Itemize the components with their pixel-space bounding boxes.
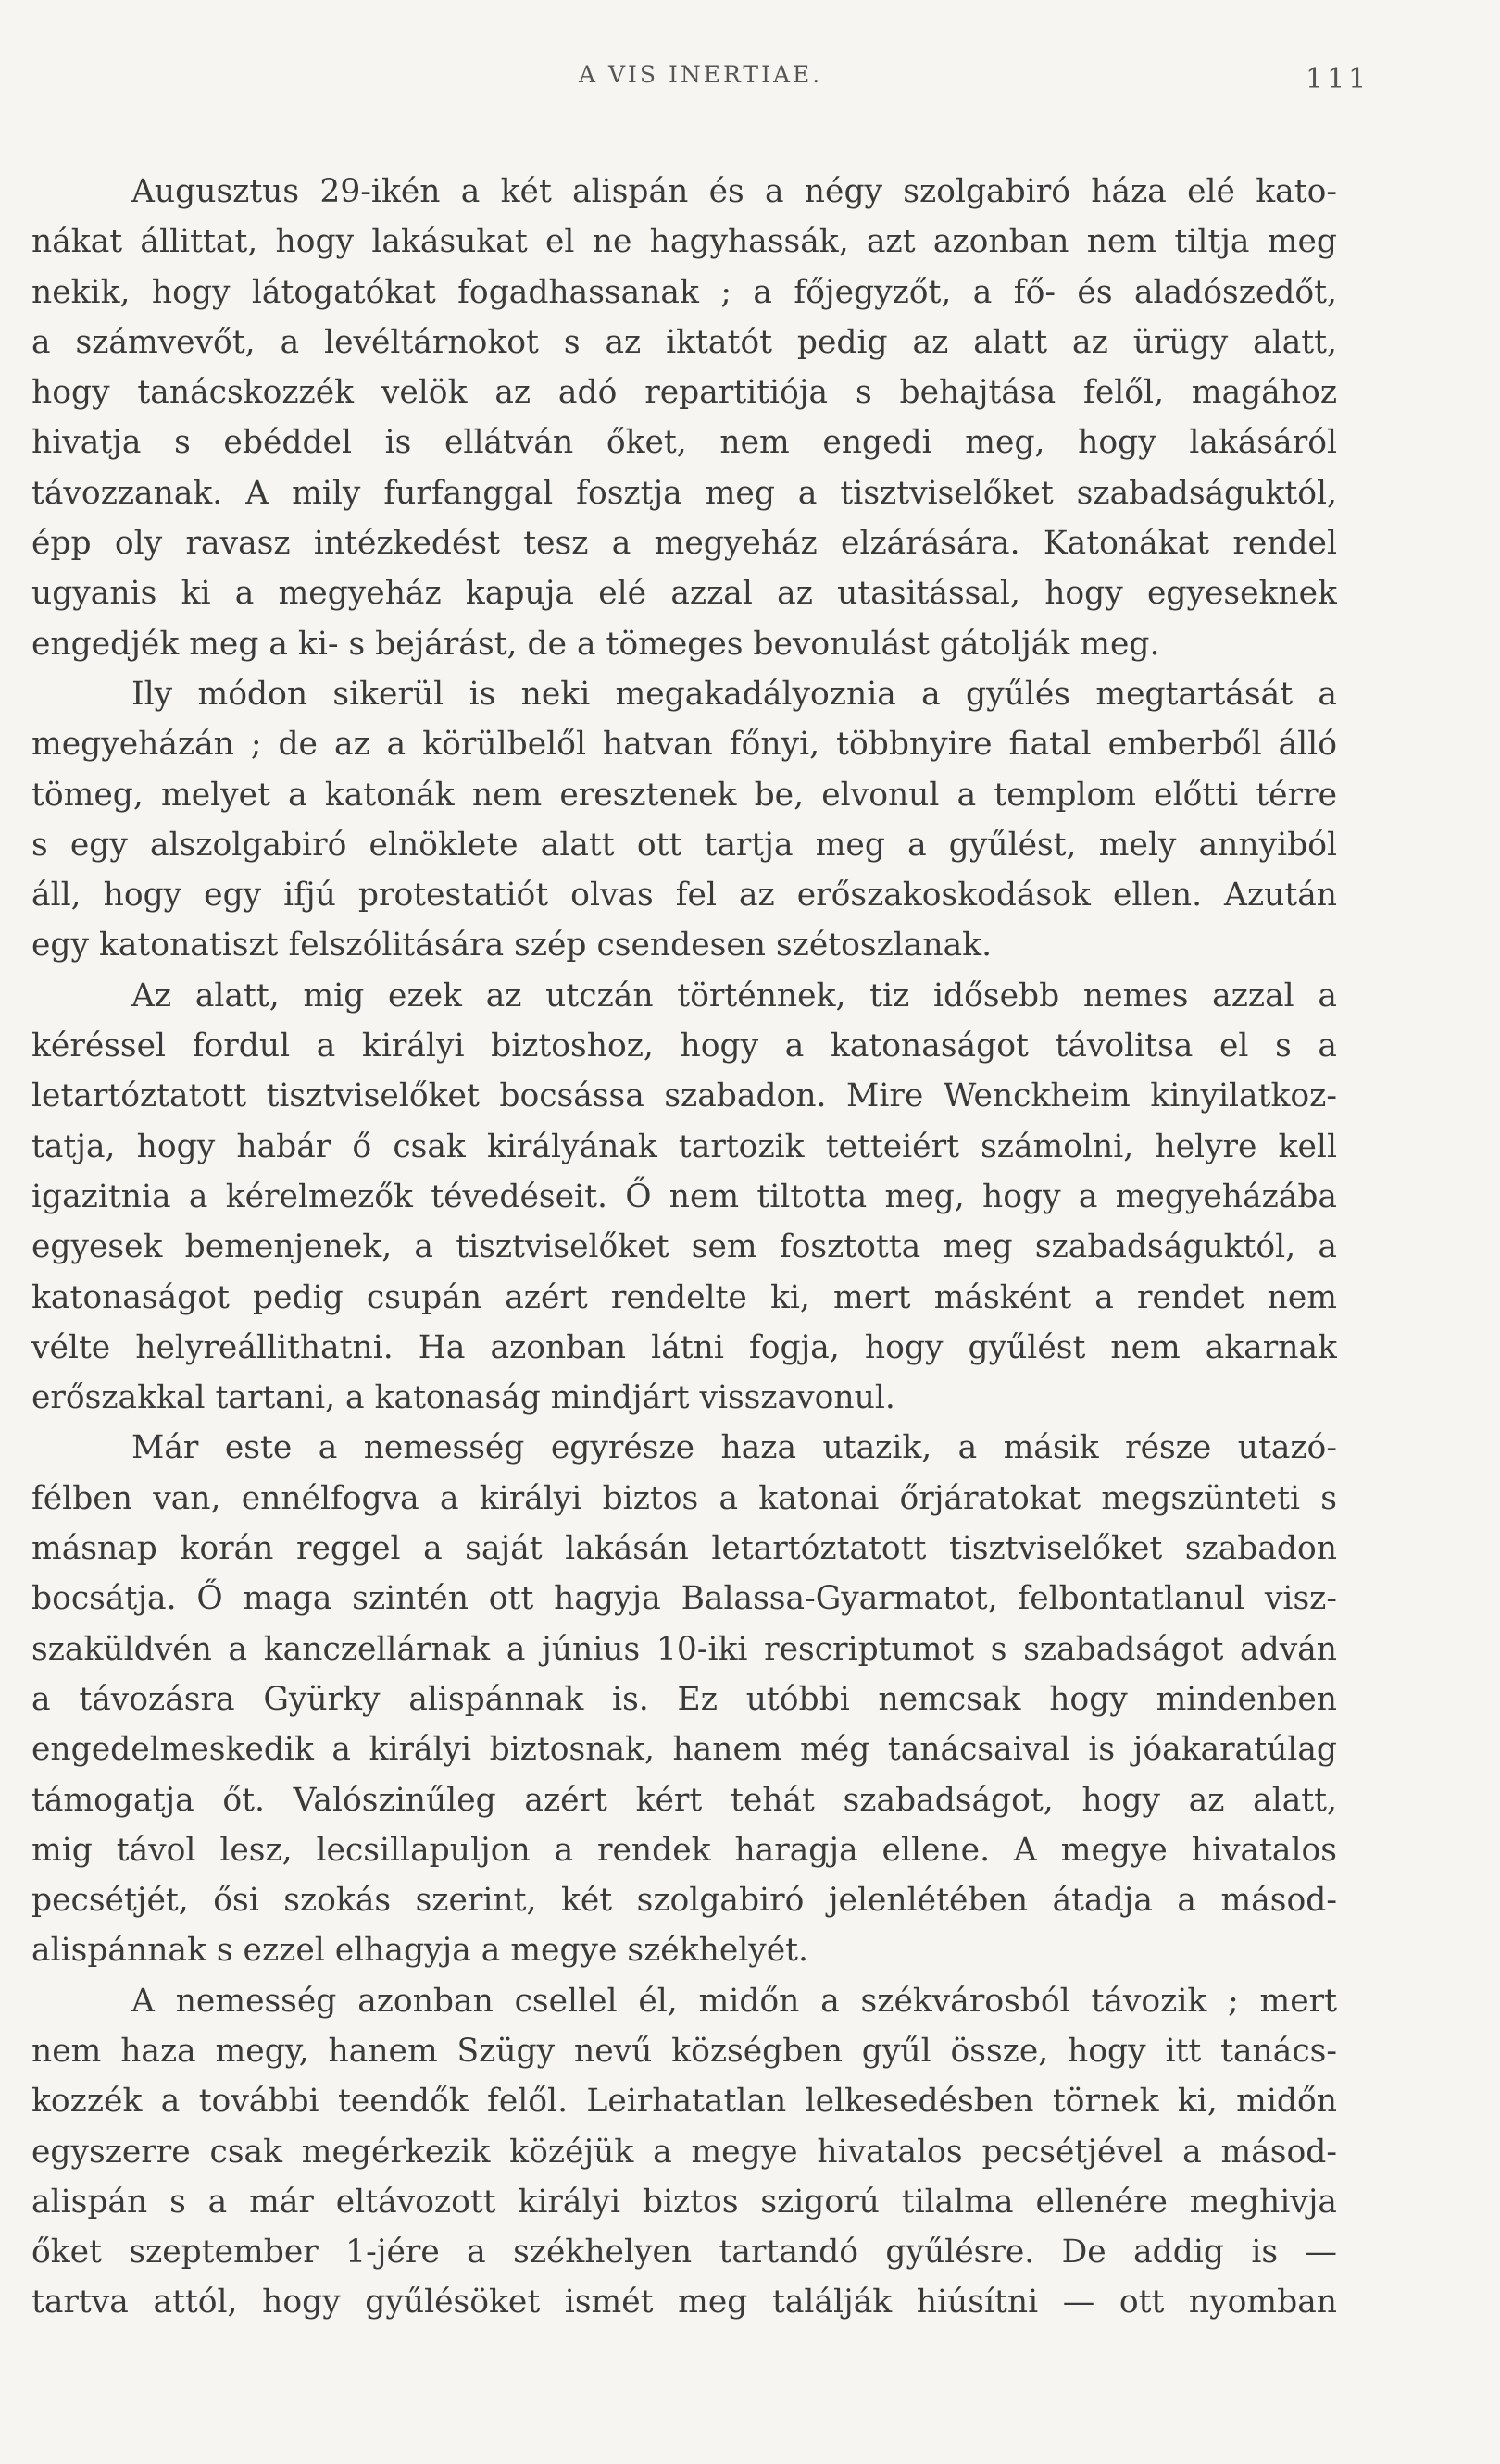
running-header <box>28 61 1370 106</box>
text-line: Az alatt, mig ezek az utczán történnek, tiz idősebb nemes azzal a <box>131 977 1337 1014</box>
text-line: hivatja s ebéddel is ellátván őket, nem engedi meg, hogy lakásáról <box>31 424 1337 462</box>
text-line: egyesek bemenjenek, a tisztviselőket sem fosztotta meg szabadságuktól, a <box>31 1228 1337 1266</box>
text-line: tatja, hogy habár ő csak királyának tartozik tetteiért számolni, helyre kell <box>31 1127 1337 1165</box>
text-line: nekik, hogy látogatókat fogadhassanak ; a főjegyzőt, a fő- és aladószedőt, <box>31 273 1337 311</box>
paragraph <box>31 669 1337 971</box>
text-line: mig távol lesz, lecsillapuljon a rendek haragja ellene. A megye hivatalos <box>31 1831 1337 1869</box>
text-line: áll, hogy egy ifjú protestatiót olvas fel az erőszakoskodások ellen. Azután <box>31 877 1337 915</box>
text-line: egy katonatiszt felszólitására szép csendesen szétoszlanak. <box>31 927 993 964</box>
text-line: a számvevőt, a levéltárnokot s az iktatót pedig az alatt az ürügy alatt, <box>31 323 1337 361</box>
text-line: nákat állittat, hogy lakásukat el ne hagyhassák, azt azonban nem tiltja meg <box>31 223 1337 261</box>
text-line: megyeházán ; de az a körülbelől hatvan főnyi, többnyire fiatal emberből álló <box>31 726 1337 764</box>
page-number: 111 <box>1306 63 1370 95</box>
paragraph <box>31 971 1337 1424</box>
text-line: pecsétjét, ősi szokás szerint, két szolgabiró jelenlétében átadja a másod- <box>31 1882 1337 1920</box>
paragraph <box>31 167 1337 669</box>
text-line: tömeg, melyet a katonák nem eresztenek be, elvonul a templom előtti térre <box>31 776 1337 814</box>
text-line: A nemesség azonban csellel él, midőn a székvárosból távozik ; mert <box>131 1982 1337 2020</box>
text-line: erőszakkal tartani, a katonaság mindjárt visszavonul. <box>31 1379 895 1417</box>
body-text <box>31 167 1337 2328</box>
text-line: bocsátja. Ő maga szintén ott hagyja Balassa-Gyarmatot, felbontatlanul visz- <box>31 1580 1337 1618</box>
text-line: kozzék a további teendők felől. Leirhatatlan lelkesedésben törnek ki, midőn <box>31 2083 1337 2121</box>
text-line: szaküldvén a kanczellárnak a június 10-iki rescriptumot s szabadságot adván <box>31 1630 1337 1668</box>
paragraph <box>31 1423 1337 1975</box>
text-line: engedjék meg a ki- s bejárást, de a tömeges bevonulást gátolják meg. <box>31 625 1160 663</box>
text-line: Ily módon sikerül is neki megakadályoznia a gyűlés megtartását a <box>131 675 1337 713</box>
text-line: alispánnak s ezzel elhagyja a megye székhelyét. <box>31 1932 809 1970</box>
text-line: hogy tanácskozzék velök az adó repartitiója s behajtása felől, magához <box>31 374 1337 412</box>
text-line: igazitnia a kérelmezők tévedéseit. Ő nem tiltotta meg, hogy a megyeházába <box>31 1177 1337 1215</box>
text-line: kéréssel fordul a királyi biztoshoz, hogy a katonaságot távolitsa el s a <box>31 1027 1337 1065</box>
text-line: Augusztus 29-ikén a két alispán és a négy szolgabiró háza elé kato- <box>131 173 1337 210</box>
text-line: őket szeptember 1-jére a székhelyen tartandó gyűlésre. De addig is — <box>31 2234 1337 2271</box>
text-line: nem haza megy, hanem Szügy nevű községben gyűl össze, hogy itt tanács- <box>31 2032 1337 2070</box>
text-line: tartva attól, hogy gyűlésöket ismét meg találják hiúsítni — ott nyomban <box>31 2284 1337 2321</box>
text-line: katonaságot pedig csupán azért rendelte ki, mert másként a rendet nem <box>31 1278 1337 1316</box>
text-line: félben van, ennélfogva a királyi biztos a katonai őrjáratokat megszünteti s <box>31 1479 1337 1517</box>
text-line: engedelmeskedik a királyi biztosnak, hanem még tanácsaival is jóakaratúlag <box>31 1731 1337 1769</box>
text-line: távozzanak. A mily furfanggal fosztja meg a tisztviselőket szabadságuktól, <box>31 474 1337 512</box>
text-line: s egy alszolgabiró elnöklete alatt ott tartja meg a gyűlést, mely annyiból <box>31 826 1337 864</box>
paragraph <box>31 1976 1337 2328</box>
text-line: támogatja őt. Valószinűleg azért kért tehát szabadságot, hogy az alatt, <box>31 1781 1337 1819</box>
text-line: alispán s a már eltávozott királyi biztos szigorú tilalma ellenére meghivja <box>31 2183 1337 2221</box>
text-line: a távozásra Gyürky alispánnak is. Ez utóbbi nemcsak hogy mindenben <box>31 1680 1337 1718</box>
text-line: letartóztatott tisztviselőket bocsássa szabadon. Mire Wenckheim kinyilatkoz- <box>31 1077 1337 1115</box>
running-title: A VIS INERTIAE. <box>579 61 823 88</box>
text-line: épp oly ravasz intézkedést tesz a megyeház elzárására. Katonákat rendel <box>31 525 1337 563</box>
text-line: ugyanis ki a megyeház kapuja elé azzal az utasitással, hogy egyeseknek <box>31 575 1337 613</box>
text-line: vélte helyreállithatni. Ha azonban látni fogja, hogy gyűlést nem akarnak <box>31 1328 1337 1366</box>
text-line: Már este a nemesség egyrésze haza utazik, a másik része utazó- <box>131 1429 1337 1467</box>
text-line: egyszerre csak megérkezik közéjük a megye hivatalos pecsétjével a másod- <box>31 2133 1337 2171</box>
text-line: másnap korán reggel a saját lakásán letartóztatott tisztviselőket szabadon <box>31 1530 1337 1568</box>
